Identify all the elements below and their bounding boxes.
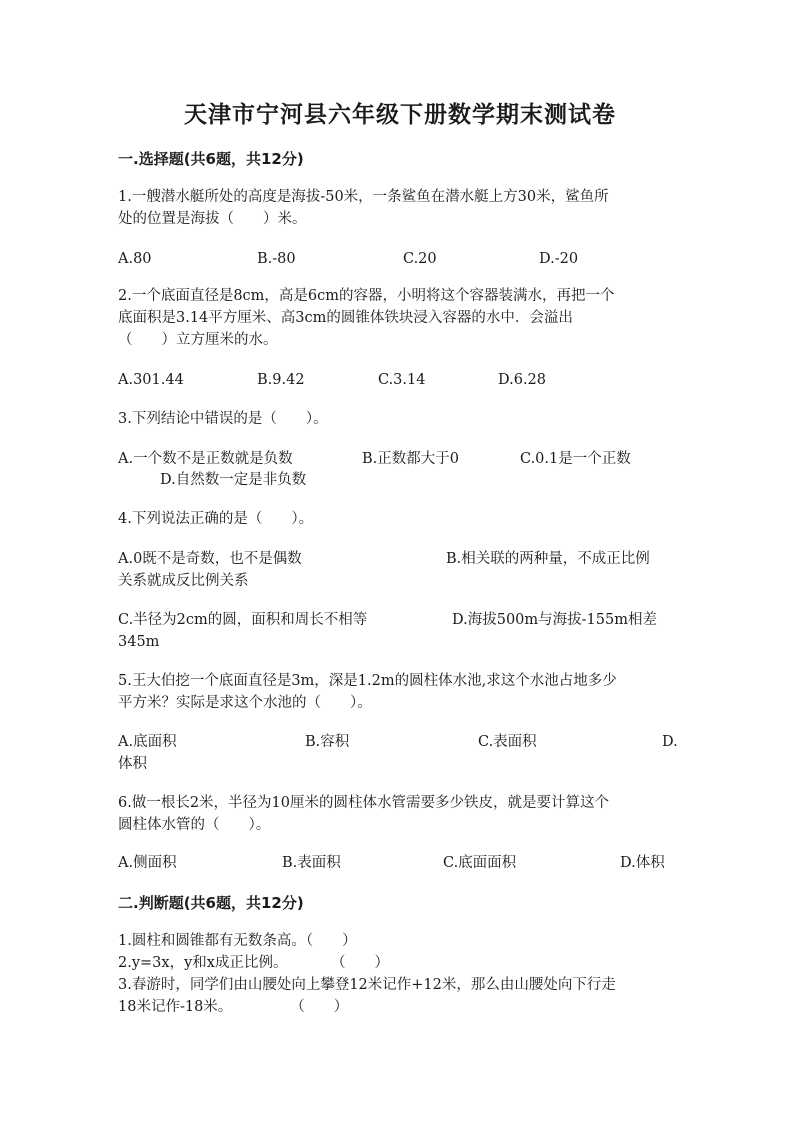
question-6-line-2: 圆柱体水管的（ ）。	[118, 817, 271, 833]
question-4-line-1: 4.下列说法正确的是（ ）。	[118, 511, 314, 527]
question-4-option-a: A.0既不是奇数，也不是偶数	[118, 551, 302, 567]
question-1-line-2: 处的位置是海拔（ ）米。	[118, 211, 307, 227]
judgement-item-1: 1.圆柱和圆锥都有无数条高。（ ）	[118, 933, 357, 949]
question-4-option-c: C.半径为2cm的圆，面积和周长不相等	[118, 612, 368, 628]
section-heading-judgement: 二.判断题(共6题，共12分)	[118, 894, 304, 912]
question-5-option-d: D.	[662, 734, 678, 750]
judgement-item-2: 2.y=3x，y和x成正比例。 （ ）	[118, 955, 389, 971]
question-1-option-d: D.-20	[539, 251, 579, 267]
question-2-option-a: A.301.44	[118, 372, 184, 388]
judgement-item-3-line-1: 3.春游时，同学们由山腰处向上攀登12米记作+12米，那么由山腰处向下行走	[118, 977, 616, 993]
question-2-option-d: D.6.28	[498, 372, 547, 388]
question-2-option-b: B.9.42	[257, 372, 305, 388]
page-title: 天津市宁河县六年级下册数学期末测试卷	[184, 101, 616, 128]
question-1-option-b: B.-80	[257, 251, 296, 267]
question-5-line-1: 5.王大伯挖一个底面直径是3m，深是1.2m的圆柱体水池,求这个水池占地多少	[118, 673, 617, 689]
question-4-option-d: D.海拔500m与海拔-155m相差	[452, 612, 657, 628]
question-3-option-d: D.自然数一定是非负数	[160, 472, 307, 488]
question-5-option-a: A.底面积	[118, 734, 177, 750]
question-5-option-b: B.容积	[305, 734, 350, 750]
question-4-option-d-continued: 345m	[118, 634, 160, 650]
question-2-line-2: 底面积是3.14平方厘米、高3cm的圆锥体铁块浸入容器的水中．会溢出	[118, 310, 573, 326]
question-5-option-d-continued: 体积	[118, 756, 147, 772]
question-3-option-a: A.一个数不是正数就是负数	[118, 451, 293, 467]
question-2-option-c: C.3.14	[378, 372, 426, 388]
question-2-line-1: 2.一个底面直径是8cm，高是6cm的容器，小明将这个容器装满水，再把一个	[118, 288, 615, 304]
question-6-option-a: A.侧面积	[118, 855, 177, 871]
question-4-option-b: B.相关联的两种量，不成正比例	[446, 551, 650, 567]
section-heading-choice: 一.选择题(共6题，共12分)	[118, 150, 304, 168]
question-5-line-2: 平方米？实际是求这个水池的（ ）。	[118, 695, 372, 711]
judgement-item-3-line-2: 18米记作-18米。 （ ）	[118, 999, 349, 1015]
question-6-option-d: D.体积	[620, 855, 665, 871]
question-3-option-b: B.正数都大于0	[362, 451, 459, 467]
question-1-option-c: C.20	[403, 251, 437, 267]
question-3-line-1: 3.下列结论中错误的是（ ）。	[118, 411, 328, 427]
question-1-line-1: 1.一艘潜水艇所处的高度是海拔-50米，一条鲨鱼在潜水艇上方30米，鲨鱼所	[118, 189, 609, 205]
question-5-option-c: C.表面积	[478, 734, 537, 750]
question-3-option-c: C.0.1是一个正数	[520, 451, 631, 467]
question-6-option-b: B.表面积	[282, 855, 341, 871]
question-1-option-a: A.80	[118, 251, 152, 267]
question-2-line-3: （ ）立方厘米的水。	[118, 332, 278, 348]
question-6-line-1: 6.做一根长2米，半径为10厘米的圆柱体水管需要多少铁皮，就是要计算这个	[118, 795, 610, 811]
question-6-option-c: C.底面面积	[443, 855, 517, 871]
question-4-option-b-continued: 关系就成反比例关系	[118, 573, 249, 589]
